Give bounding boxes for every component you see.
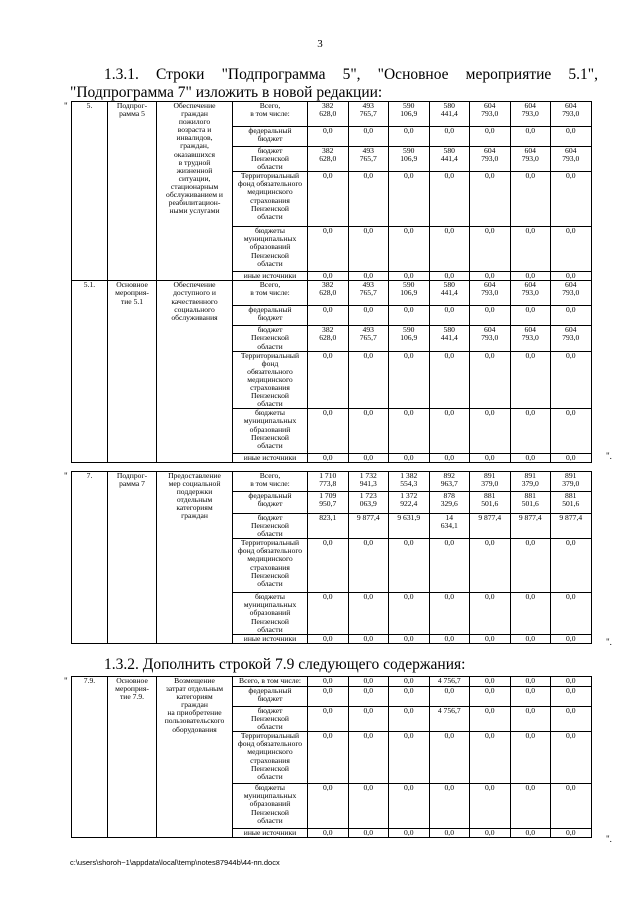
amount-cell: 0,0 [429, 306, 470, 326]
amount-cell: 580 441,4 [429, 102, 470, 127]
amount-cell: 0,0 [510, 707, 551, 732]
amount-cell: 604 793,0 [470, 281, 511, 306]
row-number-cell: 5.1. [72, 281, 108, 463]
funding-source-cell: бюджет Пензенской области [233, 147, 308, 172]
amount-cell: 604 793,0 [510, 281, 551, 306]
amount-cell: 0,0 [308, 272, 349, 281]
amount-cell: 0,0 [470, 351, 511, 409]
amount-cell: 0,0 [348, 677, 389, 687]
amount-cell: 0,0 [348, 707, 389, 732]
amount-cell: 0,0 [308, 732, 349, 784]
amount-cell: 0,0 [510, 127, 551, 147]
amount-cell: 604 793,0 [470, 147, 511, 172]
amount-cell: 0,0 [429, 409, 470, 454]
amount-cell: 0,0 [470, 784, 511, 829]
amount-cell: 0,0 [308, 127, 349, 147]
funding-source-cell: бюджеты муниципальных образований Пензенской области [233, 784, 308, 829]
amount-cell: 0,0 [348, 409, 389, 454]
program-name-cell: Подпрог- рамма 7 [108, 472, 157, 644]
funding-source-cell: бюджеты муниципальных образований Пензенской области [233, 409, 308, 454]
amount-cell: 0,0 [510, 306, 551, 326]
amount-cell: 0,0 [389, 409, 430, 454]
program-description-cell: Предоставление мер социальной поддержки отдельным категориям граждан [157, 472, 233, 644]
amount-cell: 0,0 [551, 732, 592, 784]
amount-cell: 604 793,0 [551, 326, 592, 351]
amount-cell: 0,0 [389, 707, 430, 732]
amount-cell: 0,0 [429, 784, 470, 829]
funding-source-cell: федеральный бюджет [233, 687, 308, 707]
amount-cell: 0,0 [429, 454, 470, 463]
amount-cell: 0,0 [510, 409, 551, 454]
amount-cell: 0,0 [470, 227, 511, 272]
amount-cell: 9 877,4 [470, 514, 511, 539]
table-row [72, 472, 592, 492]
amount-cell: 0,0 [308, 351, 349, 409]
amount-cell: 0,0 [510, 732, 551, 784]
amount-cell: 0,0 [429, 732, 470, 784]
funding-source-cell: Территориальный фонд обязательного медицинского страхования Пензенской области [233, 351, 308, 409]
amount-cell: 590 106,9 [389, 102, 430, 127]
amount-cell: 0,0 [429, 635, 470, 644]
funding-source-cell: Всего, в том числе: [233, 472, 308, 492]
amount-cell: 0,0 [389, 784, 430, 829]
amount-cell: 0,0 [308, 593, 349, 635]
amount-cell: 0,0 [308, 635, 349, 644]
amount-cell: 0,0 [429, 351, 470, 409]
amount-cell: 0,0 [551, 593, 592, 635]
funding-source-cell: федеральный бюджет [233, 492, 308, 514]
amount-cell: 1 732 941,3 [348, 472, 389, 492]
amount-cell: 0,0 [348, 829, 389, 838]
amount-cell: 0,0 [470, 172, 511, 227]
amount-cell: 0,0 [470, 677, 511, 687]
amount-cell: 0,0 [551, 272, 592, 281]
open-quote-mark: " [64, 471, 68, 481]
table-row [72, 677, 592, 687]
amount-cell: 0,0 [348, 227, 389, 272]
amount-cell: 891 379,0 [510, 472, 551, 492]
amount-cell: 0,0 [551, 707, 592, 732]
amount-cell: 891 379,0 [470, 472, 511, 492]
amount-cell: 0,0 [510, 172, 551, 227]
funding-source-cell: иные источники [233, 454, 308, 463]
amount-cell: 0,0 [429, 272, 470, 281]
funding-source-cell: бюджет Пензенской области [233, 707, 308, 732]
amount-cell: 0,0 [348, 127, 389, 147]
row-number-cell: 7.9. [72, 677, 108, 838]
amount-cell: 823,1 [308, 514, 349, 539]
page-number: 3 [317, 38, 323, 50]
amount-cell: 9 631,9 [389, 514, 430, 539]
row-number-cell: 7. [72, 472, 108, 644]
amount-cell: 0,0 [470, 127, 511, 147]
amount-cell: 0,0 [551, 454, 592, 463]
funding-source-cell: бюджет Пензенской области [233, 514, 308, 539]
amount-cell: 0,0 [308, 677, 349, 687]
amount-cell: 0,0 [389, 227, 430, 272]
amount-cell: 0,0 [551, 351, 592, 409]
program-description-cell: Обеспечение доступного и качественного социального обслуживания [157, 281, 233, 463]
close-quote-mark: ". [606, 451, 612, 461]
amount-cell: 604 793,0 [510, 326, 551, 351]
amount-cell: 0,0 [551, 539, 592, 593]
amount-cell: 0,0 [308, 172, 349, 227]
funding-source-cell: Территориальный фонд обязательного медицинского страхования Пензенской области [233, 539, 308, 593]
amount-cell: 0,0 [348, 784, 389, 829]
amount-cell: 0,0 [470, 454, 511, 463]
amount-cell: 0,0 [429, 172, 470, 227]
amount-cell: 590 106,9 [389, 326, 430, 351]
amount-cell: 0,0 [429, 687, 470, 707]
amount-cell: 0,0 [470, 829, 511, 838]
amount-cell: 881 501,6 [551, 492, 592, 514]
amount-cell: 0,0 [510, 687, 551, 707]
amount-cell: 0,0 [470, 707, 511, 732]
amount-cell: 0,0 [348, 306, 389, 326]
table-subprogram-7 [71, 471, 592, 644]
amount-cell: 0,0 [510, 539, 551, 593]
amount-cell: 0,0 [551, 687, 592, 707]
amount-cell: 0,0 [389, 687, 430, 707]
amount-cell: 0,0 [551, 784, 592, 829]
amount-cell: 382 628,0 [308, 147, 349, 172]
amount-cell: 0,0 [348, 454, 389, 463]
amount-cell: 891 379,0 [551, 472, 592, 492]
amount-cell: 0,0 [308, 409, 349, 454]
amount-cell: 0,0 [510, 454, 551, 463]
funding-source-cell: иные источники [233, 829, 308, 838]
amount-cell: 382 628,0 [308, 281, 349, 306]
amount-cell: 881 501,6 [470, 492, 511, 514]
amount-cell: 604 793,0 [551, 147, 592, 172]
amount-cell: 0,0 [389, 351, 430, 409]
amount-cell: 604 793,0 [551, 281, 592, 306]
amount-cell: 0,0 [308, 227, 349, 272]
amount-cell: 493 765,7 [348, 326, 389, 351]
amount-cell: 604 793,0 [551, 102, 592, 127]
amount-cell: 0,0 [308, 687, 349, 707]
amount-cell: 0,0 [308, 784, 349, 829]
amount-cell: 0,0 [470, 272, 511, 281]
amount-cell: 0,0 [551, 635, 592, 644]
program-name-cell: Основное мероприя- тие 7.9. [108, 677, 157, 838]
funding-source-cell: Всего, в том числе: [233, 102, 308, 127]
section-heading-1-3-1: 1.3.1. Строки "Подпрограмма 5", "Основное мероприятие 5.1", [104, 66, 598, 83]
funding-source-cell: Всего, в том числе: [233, 677, 308, 687]
amount-cell: 0,0 [470, 539, 511, 593]
funding-source-cell: иные источники [233, 635, 308, 644]
amount-cell: 4 756,7 [429, 677, 470, 687]
section-heading-1-3-1-continued: "Подпрограмма 7" изложить в новой редакции: [70, 84, 383, 101]
amount-cell: 0,0 [551, 172, 592, 227]
amount-cell: 0,0 [470, 306, 511, 326]
amount-cell: 0,0 [510, 351, 551, 409]
amount-cell: 0,0 [510, 227, 551, 272]
table-row [72, 102, 592, 127]
amount-cell: 0,0 [389, 454, 430, 463]
funding-source-cell: иные источники [233, 272, 308, 281]
amount-cell: 0,0 [551, 409, 592, 454]
amount-cell: 0,0 [551, 829, 592, 838]
amount-cell: 0,0 [389, 306, 430, 326]
funding-source-cell: Территориальный фонд обязательного медицинского страхования Пензенской области [233, 732, 308, 784]
amount-cell: 0,0 [470, 687, 511, 707]
amount-cell: 580 441,4 [429, 326, 470, 351]
amount-cell: 0,0 [429, 539, 470, 593]
amount-cell: 0,0 [470, 409, 511, 454]
amount-cell: 9 877,4 [348, 514, 389, 539]
amount-cell: 0,0 [348, 351, 389, 409]
table-row [72, 281, 592, 306]
funding-source-cell: Всего, в том числе: [233, 281, 308, 306]
amount-cell: 0,0 [510, 829, 551, 838]
amount-cell: 493 765,7 [348, 102, 389, 127]
amount-cell: 9 877,4 [551, 514, 592, 539]
amount-cell: 604 793,0 [470, 326, 511, 351]
amount-cell: 1 709 950,7 [308, 492, 349, 514]
funding-source-cell: Территориальный фонд обязательного медицинского страхования Пензенской области [233, 172, 308, 227]
amount-cell: 1 372 922,4 [389, 492, 430, 514]
amount-cell: 0,0 [348, 635, 389, 644]
funding-source-cell: бюджеты муниципальных образований Пензенской области [233, 593, 308, 635]
amount-cell: 0,0 [389, 829, 430, 838]
amount-cell: 604 793,0 [510, 102, 551, 127]
close-quote-mark: ". [606, 637, 612, 647]
amount-cell: 0,0 [389, 732, 430, 784]
funding-source-cell: федеральный бюджет [233, 127, 308, 147]
amount-cell: 0,0 [348, 272, 389, 281]
amount-cell: 0,0 [348, 539, 389, 593]
amount-cell: 0,0 [389, 172, 430, 227]
amount-cell: 0,0 [510, 784, 551, 829]
amount-cell: 590 106,9 [389, 147, 430, 172]
amount-cell: 0,0 [429, 829, 470, 838]
open-quote-mark: " [64, 676, 68, 686]
amount-cell: 1 723 063,9 [348, 492, 389, 514]
program-description-cell: Возмещение затрат отдельным категориям граждан на приобретение пользовательского оборудования [157, 677, 233, 838]
funding-source-cell: бюджет Пензенской области [233, 326, 308, 351]
amount-cell: 0,0 [389, 539, 430, 593]
amount-cell: 878 329,6 [429, 492, 470, 514]
amount-cell: 493 765,7 [348, 281, 389, 306]
amount-cell: 382 628,0 [308, 102, 349, 127]
amount-cell: 892 963,7 [429, 472, 470, 492]
amount-cell: 881 501,6 [510, 492, 551, 514]
amount-cell: 0,0 [308, 539, 349, 593]
amount-cell: 0,0 [551, 677, 592, 687]
amount-cell: 0,0 [348, 172, 389, 227]
funding-source-cell: бюджеты муниципальных образований Пензенской области [233, 227, 308, 272]
amount-cell: 0,0 [389, 677, 430, 687]
close-quote-mark: ". [606, 834, 612, 844]
amount-cell: 0,0 [470, 732, 511, 784]
amount-cell: 604 793,0 [470, 102, 511, 127]
amount-cell: 604 793,0 [510, 147, 551, 172]
amount-cell: 0,0 [348, 732, 389, 784]
amount-cell: 4 756,7 [429, 707, 470, 732]
amount-cell: 590 106,9 [389, 281, 430, 306]
amount-cell: 0,0 [429, 593, 470, 635]
amount-cell: 0,0 [389, 272, 430, 281]
amount-cell: 0,0 [348, 593, 389, 635]
amount-cell: 0,0 [551, 227, 592, 272]
amount-cell: 0,0 [429, 227, 470, 272]
footer-file-path: c:\users\shoroh~1\appdata\local\temp\notes87944b\44-пп.docx [70, 858, 280, 867]
amount-cell: 0,0 [470, 593, 511, 635]
row-number-cell: 5. [72, 102, 108, 281]
amount-cell: 1 382 554,3 [389, 472, 430, 492]
amount-cell: 0,0 [429, 127, 470, 147]
amount-cell: 580 441,4 [429, 281, 470, 306]
section-heading-1-3-2: 1.3.2. Дополнить строкой 7.9 следующего содержания: [104, 656, 466, 673]
amount-cell: 0,0 [308, 306, 349, 326]
open-quote-mark: " [64, 101, 68, 111]
amount-cell: 0,0 [510, 272, 551, 281]
amount-cell: 0,0 [389, 127, 430, 147]
amount-cell: 580 441,4 [429, 147, 470, 172]
amount-cell: 382 628,0 [308, 326, 349, 351]
amount-cell: 0,0 [510, 593, 551, 635]
amount-cell: 0,0 [308, 707, 349, 732]
amount-cell: 0,0 [389, 593, 430, 635]
table-measure-7-9 [71, 676, 592, 838]
program-name-cell: Подпрог- рамма 5 [108, 102, 157, 281]
amount-cell: 0,0 [389, 635, 430, 644]
amount-cell: 1 710 773,8 [308, 472, 349, 492]
program-name-cell: Основное мероприя- тие 5.1 [108, 281, 157, 463]
amount-cell: 0,0 [308, 454, 349, 463]
amount-cell: 14 634,1 [429, 514, 470, 539]
amount-cell: 0,0 [470, 635, 511, 644]
amount-cell: 0,0 [510, 635, 551, 644]
program-description-cell: Обеспечение граждан пожилого возраста и инвалидов, граждан, оказавшихся в трудной жизненной ситуации, стационарным обслуживанием и реабилитацион- ными услугами [157, 102, 233, 281]
table-subprogram-5 [71, 101, 592, 463]
amount-cell: 0,0 [551, 306, 592, 326]
amount-cell: 9 877,4 [510, 514, 551, 539]
amount-cell: 0,0 [308, 829, 349, 838]
amount-cell: 0,0 [551, 127, 592, 147]
amount-cell: 0,0 [510, 677, 551, 687]
amount-cell: 493 765,7 [348, 147, 389, 172]
amount-cell: 0,0 [348, 687, 389, 707]
funding-source-cell: федеральный бюджет [233, 306, 308, 326]
